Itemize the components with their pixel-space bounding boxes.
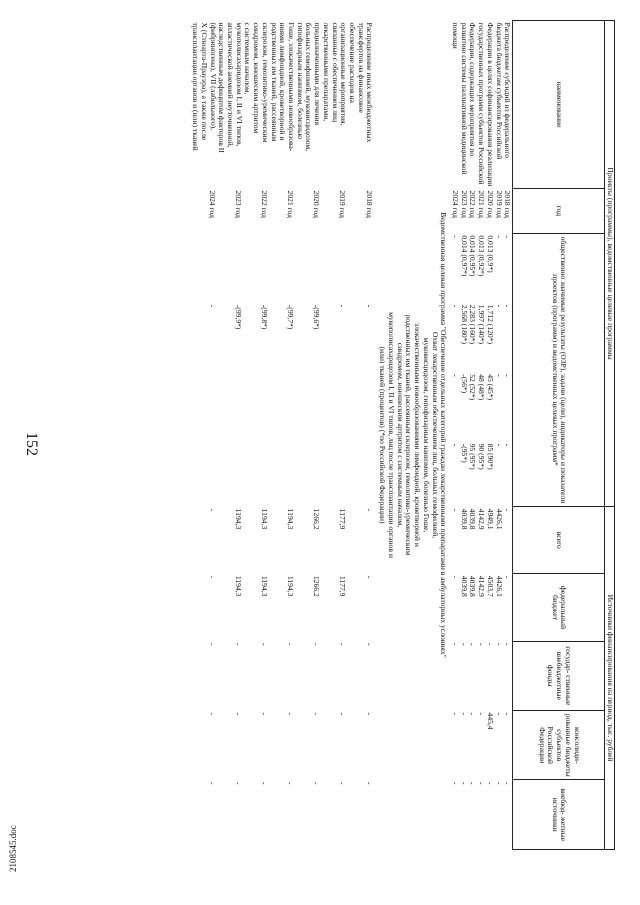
block2-name-line: обеспечение расходов на — [348, 22, 358, 103]
table-row — [346, 21, 375, 850]
block2-name-line: (фибриногена), VII (лабильного), — [208, 22, 218, 131]
year-cell: 2019 год — [494, 190, 504, 218]
state-funds-cell: - — [234, 643, 244, 646]
consolidated-cell: 445,4 — [485, 712, 495, 730]
state-funds-cell: - — [337, 643, 347, 646]
block2-name-line: наследственным дефицитом факторов II — [217, 22, 227, 153]
year-cell: 2024 год — [450, 190, 460, 218]
header-consolidated: консолиди- рованные бюджеты субъектов Российской Федерации — [513, 711, 605, 780]
consolidated-cell: - — [337, 712, 347, 716]
other-cell: - — [285, 781, 295, 785]
indicator-cell: 0,013 (0,92*) — [477, 235, 487, 277]
empty-cell — [268, 233, 294, 302]
consolidated-cell: - — [234, 712, 244, 716]
state-funds-cell: - — [260, 643, 270, 646]
program-title-line: муковисцидозом, гипофизарным нанизмом, болезнью Гоше, — [421, 337, 431, 533]
empty-cell — [346, 372, 375, 441]
indicator-cell: 1,712 (120*) — [485, 304, 495, 345]
consolidated-cell: - — [468, 712, 478, 716]
program-title-line: мукополисахаридозом I, II и VI типов, лиц после трансплантации органов и — [386, 312, 396, 558]
block2-name-line: предназначенными для лечения — [313, 22, 323, 126]
consolidated-cell: - — [365, 712, 375, 716]
total-cell: 4426,1 — [494, 508, 504, 530]
block1-body — [450, 21, 513, 850]
indicator-cell: 0,014 (0,95*) — [468, 235, 478, 277]
block2-name-line: синдромом, юношеским артритом — [252, 22, 262, 134]
indicator-cell: - — [494, 443, 504, 447]
total-cell: 1177,9 — [337, 508, 347, 530]
program-title-line: синдромом, юношеским артритом с системным началом, — [395, 342, 405, 528]
indicator-cell: -(95*) — [459, 443, 469, 463]
indicator-cell: - — [365, 304, 375, 308]
empty-cell — [190, 372, 216, 441]
year-cell: 2019 год — [337, 190, 347, 218]
total-cell: 1266,2 — [311, 508, 321, 530]
federal-cell: 4039,8 — [468, 575, 478, 597]
block2-name-line: лекарственными препаратами, — [321, 22, 331, 122]
state-funds-cell: - — [311, 643, 321, 646]
total-cell: - — [450, 508, 460, 512]
consolidated-cell: - — [260, 712, 270, 716]
empty-cell — [268, 372, 294, 441]
consolidated-cell: - — [503, 712, 513, 716]
federal-cell: 1194,3 — [234, 575, 244, 597]
block2-name-line: Распределение иных межбюджетных — [365, 22, 375, 143]
indicator-cell: - — [450, 374, 460, 377]
empty-cell — [294, 372, 320, 441]
other-cell: - — [450, 781, 460, 785]
total-cell: 4039,8 — [459, 508, 469, 530]
other-cell: - — [208, 781, 218, 785]
total-cell: - — [365, 508, 375, 512]
consolidated-cell: - — [311, 712, 321, 716]
block2-body — [190, 21, 374, 850]
year-cell: 2020 год — [311, 190, 321, 218]
indicator-cell: - — [208, 304, 218, 308]
financing-table — [190, 20, 615, 850]
other-cell: - — [365, 781, 375, 785]
empty-cell — [346, 442, 375, 507]
other-cell: - — [311, 781, 321, 785]
empty-cell — [216, 233, 242, 302]
indicator-cell: - — [337, 304, 347, 308]
rotated-table-area — [55, 20, 615, 850]
empty-cell — [320, 442, 346, 507]
other-cell: - — [260, 781, 270, 785]
total-cell: - — [208, 508, 218, 512]
header-name: наименование — [513, 21, 605, 189]
program-title-line: Ведомственная целевая программа "Обеспечение отдельных категорий граждан лекарственными препаратами в амбулаторных условиях" — [439, 212, 449, 658]
year-cell: 2021 год — [477, 190, 487, 218]
header-projects-group: Проекты (программы), ведомственные целевые программы — [605, 21, 615, 507]
empty-cell — [346, 233, 375, 302]
block2-name-line: апластической анемией неуточненной, — [226, 22, 235, 148]
indicator-cell: -(56*) — [459, 374, 469, 394]
other-cell: - — [337, 781, 347, 785]
header-financing-group: Источники финансирования на период, тыс. рублей — [605, 507, 615, 850]
header-other: внебюд- жетные источники — [513, 780, 605, 850]
total-cell: 1194,3 — [260, 508, 270, 530]
state-funds-cell: - — [503, 643, 513, 646]
program-title-line: злокачественными новообразованиями лимфоидной, кроветворной и — [413, 323, 423, 547]
consolidated-cell: - — [450, 712, 460, 716]
total-cell: 4142,9 — [477, 508, 487, 530]
year-cell: 2022 год — [260, 190, 270, 218]
empty-cell — [216, 372, 242, 441]
footer-filename: 2108545.doc — [8, 825, 18, 872]
empty-cell — [294, 233, 320, 302]
state-funds-cell: - — [285, 643, 295, 646]
federal-cell: 1194,3 — [285, 575, 295, 597]
program-title-line: родственных им тканей, рассеянным склерозом, гемолитико-уремическим — [404, 314, 414, 556]
year-cell: 2023 год — [459, 190, 469, 218]
state-funds-cell: - — [208, 643, 218, 646]
consolidated-cell: - — [494, 712, 504, 716]
empty-cell — [268, 442, 294, 507]
empty-cell — [320, 233, 346, 302]
indicator-cell: - — [503, 374, 513, 377]
block2-name-line: Гоше, злокачественными новообразова- — [287, 22, 297, 152]
indicator-cell: 85 (90*) — [485, 443, 495, 470]
indicator-cell: - — [494, 235, 504, 238]
program-title-body — [375, 21, 451, 850]
indicator-cell: 0,013 (0,9*) — [485, 235, 495, 273]
table-row — [503, 21, 513, 850]
block2-name-line: ниями лимфоидной, кроветворной и — [278, 22, 288, 141]
other-cell: - — [477, 781, 487, 785]
indicator-cell: - — [450, 304, 460, 308]
indicator-cell: 95 (95*) — [468, 443, 478, 470]
state-funds-cell: - — [468, 643, 478, 646]
block2-name-line: связанные с обеспечением лиц — [330, 22, 340, 123]
indicator-cell: - — [494, 304, 504, 308]
indicator-cell: -(99,9*) — [234, 304, 244, 330]
year-cell: 2018 год — [503, 190, 513, 218]
indicator-cell: - — [494, 374, 504, 377]
header-indicators: общественно значимые результаты (ОЗР), задачи (цели), индикаторы и показатели проектов (программ) и ведомственных целевых программ* — [513, 233, 605, 506]
block2-name-line: склерозом, гемолитико-уремическим — [260, 22, 270, 143]
consolidated-cell: - — [459, 712, 469, 716]
empty-cell — [190, 233, 216, 302]
block2-name-line: гипофизарным нанизмом, болезнью — [295, 22, 305, 140]
year-cell: 2023 год — [234, 190, 244, 218]
year-cell: 2022 год — [468, 190, 478, 218]
federal-cell: - — [365, 575, 375, 579]
indicator-cell: - — [503, 443, 513, 447]
federal-cell: 1266,2 — [311, 575, 321, 597]
federal-cell: 4503,7 — [485, 575, 495, 597]
indicator-cell: - — [503, 304, 513, 308]
block2-name-line: трансфертов на финансовое — [356, 22, 366, 113]
block2-name-line: трансплантации органов и (или) тканей — [191, 22, 201, 151]
other-cell: - — [503, 781, 513, 785]
indicator-cell: 48 (48*) — [477, 374, 487, 401]
block2-name-line: родственных им тканей, рассеянным — [269, 22, 279, 142]
indicator-cell: - — [450, 443, 460, 447]
federal-cell: 4142,9 — [477, 575, 487, 597]
state-funds-cell: - — [485, 643, 495, 646]
indicator-cell: 2,568 (180*) — [459, 304, 469, 345]
empty-cell — [242, 442, 268, 507]
total-cell: 4949,1 — [485, 508, 495, 530]
program-title-line: Охват лекарственным обеспечением лиц, больных гемофилией, — [430, 331, 440, 539]
block2-name-line: больных гемофилией, муковисцидозом, — [304, 22, 314, 152]
program-title — [375, 21, 451, 850]
year-cell: 2021 год — [285, 190, 295, 218]
indicator-cell: 45 (45*) — [485, 374, 495, 401]
empty-cell — [294, 442, 320, 507]
empty-cell — [242, 372, 268, 441]
page-number: 152 — [23, 432, 40, 456]
empty-cell — [242, 233, 268, 302]
indicator-cell: 2,283 (160*) — [468, 304, 478, 345]
year-cell: 2020 год — [485, 190, 495, 218]
empty-cell — [320, 372, 346, 441]
federal-cell: 1194,3 — [260, 575, 270, 597]
federal-cell: - — [503, 575, 513, 579]
header-federal: федеральный бюджет — [513, 574, 605, 641]
empty-cell — [216, 442, 242, 507]
federal-cell: 1177,9 — [337, 575, 347, 597]
header-year: год — [513, 189, 605, 234]
state-funds-cell: - — [459, 643, 469, 646]
consolidated-cell: - — [285, 712, 295, 716]
block2-name-line: мукополисахаридозом I, II и VI типов, — [234, 22, 244, 147]
header-total: всего — [513, 507, 605, 574]
indicator-cell: -(99,8*) — [260, 304, 270, 330]
indicator-cell: 52 (52*) — [468, 374, 478, 401]
indicator-cell: - — [450, 235, 460, 238]
total-cell: - — [503, 508, 513, 512]
empty-cell — [190, 442, 216, 507]
indicator-cell: 0,014 (0,97*) — [459, 235, 469, 277]
state-funds-cell: - — [494, 643, 504, 646]
indicator-cell: - — [503, 235, 513, 238]
other-cell: - — [234, 781, 244, 785]
indicator-cell: -(99,6*) — [311, 304, 321, 330]
other-cell: - — [494, 781, 504, 785]
federal-cell: 4426,1 — [494, 575, 504, 597]
program-title-line: (или) тканей (процентов) (*по Российской Федерации) — [378, 346, 388, 524]
indicator-cell: -(99,7*) — [285, 304, 295, 330]
other-cell: - — [459, 781, 469, 785]
indicator-cell: 1,997 (140*) — [477, 304, 487, 345]
block1-name: Распределение субсидий из федерального бюджета бюджетам субъектов Российской Федерации в целях софинансирования реализации государственных программ субъектов Российской Федерации, содержащих мероприятия по развитию системы паллиативной медицинской помощи — [450, 22, 513, 187]
year-cell: 2024 год — [208, 190, 218, 218]
header-state-funds: государ- ственные внебюджетные фонды — [513, 641, 605, 710]
state-funds-cell: - — [450, 643, 460, 646]
federal-cell: 4039,8 — [459, 575, 469, 597]
block2-name-line: организационные мероприятия, — [339, 22, 349, 126]
total-cell: 1194,3 — [234, 508, 244, 530]
total-cell: 4039,8 — [468, 508, 478, 530]
block2-name-line: с системным началом, — [243, 22, 253, 95]
federal-cell: - — [450, 575, 460, 579]
total-cell: 1194,3 — [285, 508, 295, 530]
other-cell: - — [468, 781, 478, 785]
state-funds-cell: - — [365, 643, 375, 646]
block2-name-line: X (Стюарта-Прауэра), а также после — [199, 22, 209, 141]
state-funds-cell: - — [477, 643, 487, 646]
year-cell: 2018 год — [365, 190, 375, 218]
consolidated-cell: - — [477, 712, 487, 716]
consolidated-cell: - — [208, 712, 218, 716]
block2-name — [190, 21, 374, 189]
federal-cell: - — [208, 575, 218, 579]
other-cell: - — [485, 781, 495, 785]
indicator-cell: 90 (95*) — [477, 443, 487, 470]
